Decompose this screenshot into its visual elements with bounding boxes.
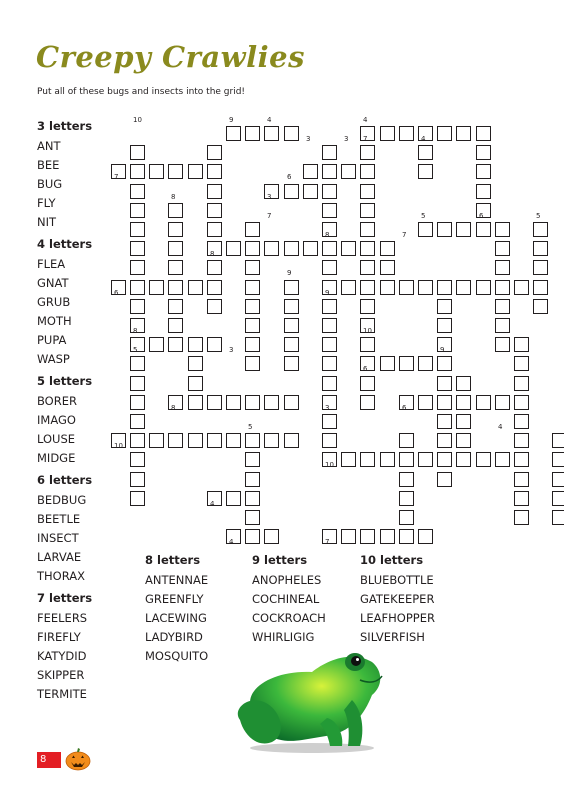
grid-cell[interactable] <box>495 395 510 410</box>
grid-cell[interactable] <box>207 337 222 352</box>
grid-cell[interactable] <box>284 433 299 448</box>
clue-number: 9 <box>325 289 330 297</box>
list-item: INSECT <box>37 531 79 545</box>
grid-cell[interactable] <box>533 222 548 237</box>
grid-cell[interactable] <box>418 280 433 295</box>
list-item: LACEWING <box>145 611 207 625</box>
grid-cell[interactable] <box>130 452 145 467</box>
grid-cell[interactable] <box>360 280 375 295</box>
grid-cell[interactable] <box>284 280 299 295</box>
word-list-left <box>37 116 117 704</box>
grid-cell[interactable] <box>130 356 145 371</box>
list-item: ANTENNAE <box>145 573 209 587</box>
grid-cell[interactable] <box>533 241 548 256</box>
list-heading: 9 letters <box>252 553 308 567</box>
grid-cell[interactable] <box>456 414 471 429</box>
clue-number: 9 <box>229 116 234 124</box>
grid-cell[interactable] <box>514 376 529 391</box>
list-item: LARVAE <box>37 550 82 564</box>
list-heading: 10 letters <box>360 553 424 567</box>
grid-cell[interactable] <box>418 452 433 467</box>
grid-cell[interactable] <box>456 222 471 237</box>
grid-cell[interactable] <box>168 164 183 179</box>
clue-number: 10 <box>363 327 372 335</box>
clue-number: 5 <box>248 423 253 431</box>
list-item: FLY <box>37 196 56 210</box>
grid-cell[interactable] <box>168 337 183 352</box>
grid-cell[interactable] <box>168 299 183 314</box>
grid-cell[interactable] <box>476 184 491 199</box>
grid-cell[interactable] <box>322 376 337 391</box>
clue-number: 7 <box>114 173 119 181</box>
grid-cell[interactable] <box>514 452 529 467</box>
grid-cell[interactable] <box>437 472 452 487</box>
list-item: KATYDID <box>37 649 87 663</box>
clue-number: 5 <box>133 346 138 354</box>
grid-cell[interactable] <box>360 241 375 256</box>
clue-number: 4 <box>267 116 272 124</box>
grid-cell[interactable] <box>245 260 260 275</box>
grid-cell[interactable] <box>360 164 375 179</box>
clue-number: 8 <box>133 327 138 335</box>
pumpkin-icon <box>65 747 91 771</box>
grid-cell[interactable] <box>456 395 471 410</box>
grid-cell[interactable] <box>130 164 145 179</box>
clue-number: 8 <box>171 404 176 412</box>
list-item: BEE <box>37 158 60 172</box>
list-item: FLEA <box>37 257 66 271</box>
list-item: ANOPHELES <box>252 573 322 587</box>
grid-cell[interactable] <box>188 337 203 352</box>
grid-cell[interactable] <box>284 241 299 256</box>
clue-number: 8 <box>325 231 330 239</box>
grid-cell[interactable] <box>552 452 564 467</box>
grid-cell[interactable] <box>168 241 183 256</box>
grid-cell[interactable] <box>399 433 414 448</box>
grid-cell[interactable] <box>188 280 203 295</box>
grid-cell[interactable] <box>437 376 452 391</box>
grid-cell[interactable] <box>514 280 529 295</box>
grid-cell[interactable] <box>360 222 375 237</box>
grid-cell[interactable] <box>341 241 356 256</box>
grid-cell[interactable] <box>360 184 375 199</box>
grid-cell[interactable] <box>303 184 318 199</box>
grid-cell[interactable] <box>284 126 299 141</box>
grid-cell[interactable] <box>245 452 260 467</box>
grid-cell[interactable] <box>514 491 529 506</box>
grid-cell[interactable] <box>360 395 375 410</box>
grid-cell[interactable] <box>437 452 452 467</box>
grid-cell[interactable] <box>284 318 299 333</box>
page-number-badge: 8 <box>37 752 61 768</box>
grid-cell[interactable] <box>130 395 145 410</box>
grid-cell[interactable] <box>130 241 145 256</box>
grid-cell[interactable] <box>188 395 203 410</box>
grid-cell[interactable] <box>226 491 241 506</box>
grid-cell[interactable] <box>149 433 164 448</box>
grid-cell[interactable] <box>264 433 279 448</box>
grid-cell[interactable] <box>284 299 299 314</box>
grid-cell[interactable] <box>207 164 222 179</box>
list-item: SILVERFISH <box>360 630 425 644</box>
clue-number: 5 <box>536 212 541 220</box>
grid-cell[interactable] <box>322 184 337 199</box>
grid-cell[interactable] <box>418 222 433 237</box>
grid-cell[interactable] <box>284 184 299 199</box>
grid-cell[interactable] <box>245 491 260 506</box>
grid-cell[interactable] <box>245 472 260 487</box>
page-title: Creepy Crawlies <box>36 40 305 74</box>
list-heading: 3 letters <box>37 119 93 133</box>
grid-cell[interactable] <box>495 280 510 295</box>
grid-cell[interactable] <box>341 529 356 544</box>
grid-cell[interactable] <box>552 472 564 487</box>
grid-cell[interactable] <box>245 241 260 256</box>
grid-cell[interactable] <box>360 203 375 218</box>
list-item: IMAGO <box>37 413 76 427</box>
list-heading: 6 letters <box>37 473 93 487</box>
grid-cell[interactable] <box>207 299 222 314</box>
grid-cell[interactable] <box>476 452 491 467</box>
list-item: GREENFLY <box>145 592 204 606</box>
grid-cell[interactable] <box>168 280 183 295</box>
grid-cell[interactable] <box>207 433 222 448</box>
grid-cell[interactable] <box>149 164 164 179</box>
grid-cell[interactable] <box>245 280 260 295</box>
grid-cell[interactable] <box>341 452 356 467</box>
grid-cell[interactable] <box>264 395 279 410</box>
grid-cell[interactable] <box>360 376 375 391</box>
grid-cell[interactable] <box>533 260 548 275</box>
grid-cell[interactable] <box>380 529 395 544</box>
clue-number: 7 <box>267 212 272 220</box>
grid-cell[interactable] <box>245 318 260 333</box>
list-item: COCKROACH <box>252 611 326 625</box>
list-item: BEDBUG <box>37 493 87 507</box>
grid-cell[interactable] <box>437 299 452 314</box>
grid-cell[interactable] <box>322 414 337 429</box>
list-item: FEELERS <box>37 611 88 625</box>
grid-cell[interactable] <box>476 164 491 179</box>
grid-cell[interactable] <box>130 491 145 506</box>
list-item: BUG <box>37 177 63 191</box>
grid-cell[interactable] <box>149 280 164 295</box>
grid-cell[interactable] <box>149 337 164 352</box>
word-list-9 <box>252 550 326 647</box>
grid-cell[interactable] <box>418 356 433 371</box>
grid-cell[interactable] <box>245 510 260 525</box>
grid-cell[interactable] <box>303 164 318 179</box>
grid-cell[interactable] <box>418 145 433 160</box>
grid-cell[interactable] <box>322 433 337 448</box>
grid-cell[interactable] <box>495 222 510 237</box>
grid-cell[interactable] <box>418 395 433 410</box>
grid-cell[interactable] <box>380 280 395 295</box>
grid-cell[interactable] <box>456 433 471 448</box>
clue-number: 3 <box>325 404 330 412</box>
grid-cell[interactable] <box>168 203 183 218</box>
frog-illustration <box>232 640 392 755</box>
grid-cell[interactable] <box>360 299 375 314</box>
clue-number: 4 <box>210 500 215 508</box>
grid-cell[interactable] <box>322 241 337 256</box>
grid-cell[interactable] <box>437 433 452 448</box>
grid-cell[interactable] <box>552 433 564 448</box>
grid-cell[interactable] <box>207 280 222 295</box>
grid-cell[interactable] <box>533 299 548 314</box>
grid-cell[interactable] <box>341 164 356 179</box>
clue-number: 10 <box>114 442 123 450</box>
grid-cell[interactable] <box>495 337 510 352</box>
list-item: GNAT <box>37 276 69 290</box>
grid-cell[interactable] <box>360 452 375 467</box>
grid-cell[interactable] <box>514 395 529 410</box>
grid-cell[interactable] <box>399 472 414 487</box>
grid-cell[interactable] <box>399 529 414 544</box>
grid-cell[interactable] <box>130 376 145 391</box>
list-item: LADYBIRD <box>145 630 203 644</box>
list-item: MOTH <box>37 314 72 328</box>
grid-cell[interactable] <box>130 203 145 218</box>
clue-number: 7 <box>402 231 407 239</box>
grid-cell[interactable] <box>245 299 260 314</box>
grid-cell[interactable] <box>322 145 337 160</box>
grid-cell[interactable] <box>284 337 299 352</box>
grid-cell[interactable] <box>380 356 395 371</box>
grid-cell[interactable] <box>130 280 145 295</box>
list-heading: 7 letters <box>37 591 93 605</box>
grid-cell[interactable] <box>322 356 337 371</box>
clue-number: 7 <box>363 135 368 143</box>
grid-cell[interactable] <box>456 126 471 141</box>
list-item: MOSQUITO <box>145 649 209 663</box>
grid-cell[interactable] <box>130 299 145 314</box>
clue-number: 6 <box>287 173 292 181</box>
clue-number: 3 <box>344 135 349 143</box>
clue-number: 8 <box>210 250 215 258</box>
list-heading: 5 letters <box>37 374 93 388</box>
grid-cell[interactable] <box>437 126 452 141</box>
grid-cell[interactable] <box>168 318 183 333</box>
grid-cell[interactable] <box>495 452 510 467</box>
grid-cell[interactable] <box>226 395 241 410</box>
grid-cell[interactable] <box>360 529 375 544</box>
grid-cell[interactable] <box>380 241 395 256</box>
clue-number: 4 <box>229 538 234 546</box>
word-list-10 <box>360 550 435 647</box>
grid-cell[interactable] <box>245 356 260 371</box>
grid-cell[interactable] <box>437 280 452 295</box>
grid-cell[interactable] <box>399 510 414 525</box>
clue-number: 6 <box>479 212 484 220</box>
list-item: PUPA <box>37 333 67 347</box>
grid-cell[interactable] <box>360 337 375 352</box>
grid-cell[interactable] <box>168 433 183 448</box>
grid-cell[interactable] <box>437 356 452 371</box>
list-item: NIT <box>37 215 57 229</box>
grid-cell[interactable] <box>456 452 471 467</box>
grid-cell[interactable] <box>456 280 471 295</box>
grid-cell[interactable] <box>533 280 548 295</box>
grid-cell[interactable] <box>322 299 337 314</box>
grid-cell[interactable] <box>360 260 375 275</box>
list-heading: 8 letters <box>145 553 201 567</box>
grid-cell[interactable] <box>130 145 145 160</box>
grid-cell[interactable] <box>168 222 183 237</box>
grid-cell[interactable] <box>130 184 145 199</box>
grid-cell[interactable] <box>188 376 203 391</box>
clue-number: 9 <box>287 269 292 277</box>
grid-cell[interactable] <box>188 356 203 371</box>
grid-cell[interactable] <box>245 529 260 544</box>
grid-cell[interactable] <box>245 337 260 352</box>
clue-number: 6 <box>114 289 119 297</box>
list-item: COCHINEAL <box>252 592 320 606</box>
grid-cell[interactable] <box>226 126 241 141</box>
grid-cell[interactable] <box>226 241 241 256</box>
grid-cell[interactable] <box>264 529 279 544</box>
grid-cell[interactable] <box>130 414 145 429</box>
grid-cell[interactable] <box>476 222 491 237</box>
grid-cell[interactable] <box>418 529 433 544</box>
grid-cell[interactable] <box>245 395 260 410</box>
clue-number: 10 <box>325 461 334 469</box>
grid-cell[interactable] <box>495 241 510 256</box>
grid-cell[interactable] <box>514 337 529 352</box>
grid-cell[interactable] <box>360 145 375 160</box>
grid-cell[interactable] <box>380 452 395 467</box>
instructions: Put all of these bugs and insects into the grid! <box>37 87 246 97</box>
grid-cell[interactable] <box>264 241 279 256</box>
word-list-8 <box>145 550 208 666</box>
grid-cell[interactable] <box>418 164 433 179</box>
grid-cell[interactable] <box>399 491 414 506</box>
grid-cell[interactable] <box>245 126 260 141</box>
grid-cell[interactable] <box>476 280 491 295</box>
clue-number: 3 <box>306 135 311 143</box>
grid-cell[interactable] <box>495 318 510 333</box>
grid-cell[interactable] <box>188 164 203 179</box>
list-item: FIREFLY <box>37 630 81 644</box>
grid-cell[interactable] <box>341 280 356 295</box>
grid-cell[interactable] <box>495 299 510 314</box>
grid-cell[interactable] <box>322 337 337 352</box>
grid-cell[interactable] <box>456 376 471 391</box>
clue-number: 5 <box>421 212 426 220</box>
grid-cell[interactable] <box>380 260 395 275</box>
clue-number: 9 <box>440 346 445 354</box>
grid-cell[interactable] <box>207 222 222 237</box>
grid-cell[interactable] <box>130 260 145 275</box>
grid-cell[interactable] <box>207 260 222 275</box>
grid-cell[interactable] <box>514 356 529 371</box>
list-item: ANT <box>37 139 61 153</box>
grid-cell[interactable] <box>168 260 183 275</box>
grid-cell[interactable] <box>245 222 260 237</box>
grid-cell[interactable] <box>514 414 529 429</box>
list-item: BLUEBOTTLE <box>360 573 434 587</box>
grid-cell[interactable] <box>284 356 299 371</box>
clue-number: 3 <box>267 193 272 201</box>
grid-cell[interactable] <box>130 222 145 237</box>
grid-cell[interactable] <box>476 145 491 160</box>
grid-cell[interactable] <box>437 222 452 237</box>
list-item: GATEKEEPER <box>360 592 435 606</box>
grid-cell[interactable] <box>322 203 337 218</box>
list-item: WHIRLIGIG <box>252 630 315 644</box>
grid-cell[interactable] <box>207 184 222 199</box>
list-heading: 4 letters <box>37 237 93 251</box>
grid-cell[interactable] <box>476 126 491 141</box>
clue-number: 7 <box>325 538 330 546</box>
clue-number: 6 <box>363 365 368 373</box>
grid-cell[interactable] <box>399 356 414 371</box>
list-item: BEETLE <box>37 512 81 526</box>
grid-cell[interactable] <box>476 395 491 410</box>
grid-cell[interactable] <box>399 452 414 467</box>
grid-cell[interactable] <box>322 318 337 333</box>
list-item: SKIPPER <box>37 668 85 682</box>
grid-cell[interactable] <box>552 491 564 506</box>
clue-number: 8 <box>171 193 176 201</box>
grid-cell[interactable] <box>207 145 222 160</box>
list-item: WASP <box>37 352 70 366</box>
grid-cell[interactable] <box>399 280 414 295</box>
grid-cell[interactable] <box>514 472 529 487</box>
clue-number: 6 <box>402 404 407 412</box>
grid-cell[interactable] <box>245 433 260 448</box>
grid-cell[interactable] <box>303 241 318 256</box>
grid-cell[interactable] <box>130 433 145 448</box>
list-item: LEAFHOPPER <box>360 611 435 625</box>
grid-cell[interactable] <box>130 472 145 487</box>
grid-cell[interactable] <box>380 126 395 141</box>
grid-cell[interactable] <box>322 164 337 179</box>
list-item: GRUB <box>37 295 71 309</box>
clue-number: 4 <box>421 135 426 143</box>
grid-cell[interactable] <box>264 126 279 141</box>
grid-cell[interactable] <box>437 318 452 333</box>
list-item: BORER <box>37 394 77 408</box>
grid-cell[interactable] <box>226 433 241 448</box>
grid-cell[interactable] <box>207 203 222 218</box>
grid-cell[interactable] <box>284 395 299 410</box>
grid-cell[interactable] <box>188 433 203 448</box>
clue-number: 4 <box>363 116 368 124</box>
grid-cell[interactable] <box>552 510 564 525</box>
grid-cell[interactable] <box>207 395 222 410</box>
grid-cell[interactable] <box>514 510 529 525</box>
list-item: TERMITE <box>37 687 87 701</box>
grid-cell[interactable] <box>437 414 452 429</box>
grid-cell[interactable] <box>399 126 414 141</box>
grid-cell[interactable] <box>322 260 337 275</box>
clue-number: 4 <box>498 423 503 431</box>
list-item: LOUSE <box>37 432 76 446</box>
clue-number: 10 <box>133 116 142 124</box>
grid-cell[interactable] <box>514 433 529 448</box>
grid-cell[interactable] <box>437 395 452 410</box>
grid-cell[interactable] <box>495 260 510 275</box>
list-item: MIDGE <box>37 451 76 465</box>
clue-number: 3 <box>229 346 234 354</box>
list-item: THORAX <box>37 569 85 583</box>
